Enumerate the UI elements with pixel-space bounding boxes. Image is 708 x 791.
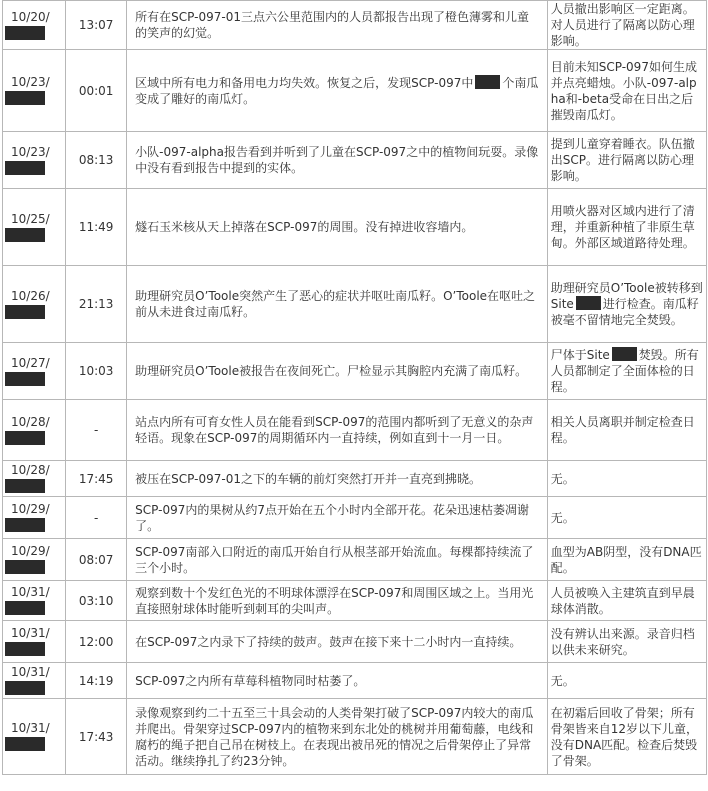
time-cell: 13:07 — [66, 1, 127, 50]
event-text: SCP-097南部入口附近的南瓜开始自行从根茎部开始流血。每棵都持续流了三个小时。 — [135, 544, 534, 575]
date-cell — [3, 189, 66, 266]
event-cell — [127, 699, 548, 775]
redaction-bar — [576, 296, 601, 310]
note-text: 用喷火器对区域内进行了清理，并重新种植了非原生草甸。外部区域道路待处理。 — [550, 204, 695, 250]
note-cell — [547, 50, 706, 132]
note-cell — [547, 1, 706, 50]
event-text: SCP-097之内所有草莓科植物同时枯萎了。 — [135, 673, 366, 688]
time-cell: 14:19 — [66, 663, 127, 699]
redaction-bar — [5, 479, 45, 493]
note-cell — [547, 461, 706, 497]
note-cell — [547, 497, 706, 539]
table-row — [3, 621, 707, 663]
date-cell — [3, 581, 66, 621]
time-cell: - — [66, 400, 127, 461]
redaction-bar — [5, 91, 45, 105]
table-row — [3, 663, 707, 699]
time-cell: 10:03 — [66, 343, 127, 400]
date-cell — [3, 621, 66, 663]
note-cell — [547, 663, 706, 699]
date-cell — [3, 343, 66, 400]
event-text: 助理研究员O’Toole被报告在夜间死亡。尸检显示其胸腔内充满了南瓜籽。 — [135, 364, 528, 378]
note-text: 助理研究员O’Toole被转移到Site — [550, 281, 703, 311]
redaction-bar — [5, 161, 45, 175]
event-text: 所有在SCP-097-01三点六公里范围内的人员都报告出现了橙色薄雾和儿童的笑声的幻觉。 — [135, 10, 529, 40]
date-cell — [3, 50, 66, 132]
time-cell: 17:45 — [66, 461, 127, 497]
table-row — [3, 400, 707, 461]
table-row — [3, 1, 707, 50]
date-text: 10/26/ — [11, 288, 50, 303]
event-cell — [127, 132, 548, 189]
note-cell — [547, 132, 706, 189]
time-cell: 11:49 — [66, 189, 127, 266]
date-cell — [3, 461, 66, 497]
table-row — [3, 539, 707, 581]
table-row — [3, 50, 707, 132]
redaction-bar — [5, 737, 45, 751]
event-text: 燧石玉米核从天上掉落在SCP-097的周围。没有掉进收容墙内。 — [135, 220, 474, 234]
time-cell: 12:00 — [66, 621, 127, 663]
table-row — [3, 266, 707, 343]
table-row — [3, 189, 707, 266]
event-cell — [127, 497, 548, 539]
time-cell: - — [66, 497, 127, 539]
note-cell — [547, 539, 706, 581]
date-text: 10/29/ — [11, 502, 50, 516]
date-text: 10/31/ — [11, 721, 50, 735]
redaction-bar — [5, 228, 45, 242]
redaction-bar — [475, 75, 500, 89]
table-row — [3, 343, 707, 400]
date-text: 10/31/ — [11, 626, 50, 640]
time-cell: 17:43 — [66, 699, 127, 775]
redaction-bar — [5, 681, 45, 695]
note-cell — [547, 189, 706, 266]
event-cell — [127, 400, 548, 461]
time-cell: 00:01 — [66, 50, 127, 132]
redaction-bar — [5, 601, 45, 615]
redaction-bar — [5, 305, 45, 319]
note-text: 相关人员离职并制定检查日程。 — [550, 415, 695, 445]
event-text: 在SCP-097之内录下了持续的鼓声。鼓声在接下来十二小时内一直持续。 — [135, 634, 522, 649]
date-cell — [3, 539, 66, 581]
note-cell — [547, 699, 706, 775]
note-text: 提到儿童穿着睡衣。队伍撤出SCP。进行隔离以防心理影响。 — [550, 137, 695, 183]
event-text: 被压在SCP-097-01之下的车辆的前灯突然打开并一直亮到拂晓。 — [135, 471, 481, 486]
date-cell — [3, 266, 66, 343]
note-text: 在初霜后回收了骨架；所有骨架皆来自12岁以下儿童，没有DNA匹配。检查后焚毁了骨架。 — [550, 705, 699, 768]
table-row — [3, 132, 707, 189]
note-cell — [547, 400, 706, 461]
redaction-bar — [5, 26, 45, 40]
date-cell — [3, 699, 66, 775]
date-cell — [3, 1, 66, 50]
event-cell — [127, 343, 548, 400]
time-cell: 21:13 — [66, 266, 127, 343]
time-cell: 08:13 — [66, 132, 127, 189]
date-text: 10/25/ — [11, 211, 50, 226]
redaction-bar — [5, 431, 45, 445]
table-row — [3, 461, 707, 497]
event-cell — [127, 266, 548, 343]
date-cell — [3, 400, 66, 461]
date-cell — [3, 497, 66, 539]
note-cell — [547, 343, 706, 400]
note-text: 焚毁。所有人员都制定了全面体检的日程。 — [550, 348, 699, 394]
event-cell — [127, 189, 548, 266]
date-text: 10/28/ — [11, 463, 50, 477]
note-text: 无。 — [550, 673, 575, 688]
date-text: 10/31/ — [11, 585, 50, 599]
note-text: 无。 — [550, 510, 575, 525]
table-row — [3, 497, 707, 539]
event-cell — [127, 663, 548, 699]
note-text: 进行检查。南瓜籽被毫不留情地完全焚毁。 — [550, 297, 699, 327]
table-row — [3, 699, 707, 775]
note-cell — [547, 266, 706, 343]
note-text: 无。 — [550, 471, 575, 486]
incident-log-table — [2, 0, 707, 775]
event-text: 站点内所有可育女性人员在能看到SCP-097的范围内都听到了无意义的杂声轻语。现象在SCP-097的周期循环内一直持续，例如直到十一月一日。 — [135, 415, 534, 445]
note-cell — [547, 581, 706, 621]
event-cell — [127, 621, 548, 663]
event-cell — [127, 539, 548, 581]
date-text: 10/23/ — [11, 144, 50, 159]
note-text: 目前未知SCP-097如何生成并点亮蜡烛。小队-097-alpha和-beta受命在日出之后摧毁南瓜灯。 — [550, 59, 697, 122]
date-text: 10/20/ — [11, 9, 50, 24]
time-cell: 08:07 — [66, 539, 127, 581]
date-cell — [3, 132, 66, 189]
date-text: 10/23/ — [11, 75, 50, 89]
note-text: 尸体于Site — [550, 348, 610, 362]
event-text: 小队-097-alpha报告看到并听到了儿童在SCP-097之中的植物间玩耍。录像中没有看到报告中提到的实体。 — [135, 145, 539, 175]
note-text: 没有辨认出来源。录音归档以供未来研究。 — [550, 626, 695, 657]
note-text: 人员被唤入主建筑直到早晨球体消散。 — [550, 585, 695, 616]
date-text: 10/31/ — [11, 665, 50, 679]
event-text: 录像观察到约二十五至三十具会动的人类骨架打破了SCP-097内较大的南瓜并爬出。骨架穿过SCP-097内的植物来到东北处的桃树并用葡萄藤，电线和腐朽的绳子把自己吊在树枝上。在表现出被吊死的情况之后骨架停止了异常活动。继续挣扎了约23分钟。 — [135, 705, 534, 768]
redaction-bar — [5, 518, 45, 532]
event-cell — [127, 581, 548, 621]
event-cell — [127, 1, 548, 50]
table-row — [3, 581, 707, 621]
event-text: SCP-097内的果树从约7点开始在五个小时内全部开花。花朵迅速枯萎凋谢了。 — [135, 502, 529, 533]
date-cell — [3, 663, 66, 699]
note-cell — [547, 621, 706, 663]
event-text: 助理研究员O’Toole突然产生了恶心的症状并呕吐南瓜籽。O’Toole在呕吐之前从未进食过南瓜籽。 — [135, 289, 536, 319]
event-cell — [127, 50, 548, 132]
note-text: 人员撤出影响区一定距离。对人员进行了隔离以防心理影响。 — [550, 2, 695, 48]
redaction-bar — [5, 560, 45, 574]
event-text: 观察到数十个发红色光的不明球体漂浮在SCP-097和周围区域之上。当用光直接照射球体时能听到刺耳的尖叫声。 — [135, 585, 534, 616]
date-text: 10/29/ — [11, 544, 50, 558]
event-cell — [127, 461, 548, 497]
redaction-bar — [5, 372, 45, 386]
date-text: 10/28/ — [11, 414, 50, 429]
redaction-bar — [5, 642, 45, 656]
event-text: 区域中所有电力和备用电力均失效。恢复之后，发现SCP-097中 — [135, 75, 474, 90]
note-text: 血型为AB阴型，没有DNA匹配。 — [550, 544, 702, 575]
time-cell: 03:10 — [66, 581, 127, 621]
date-text: 10/27/ — [11, 355, 50, 370]
event-text: 个南瓜变成了雕好的南瓜灯。 — [135, 75, 539, 106]
redaction-bar — [612, 347, 637, 361]
